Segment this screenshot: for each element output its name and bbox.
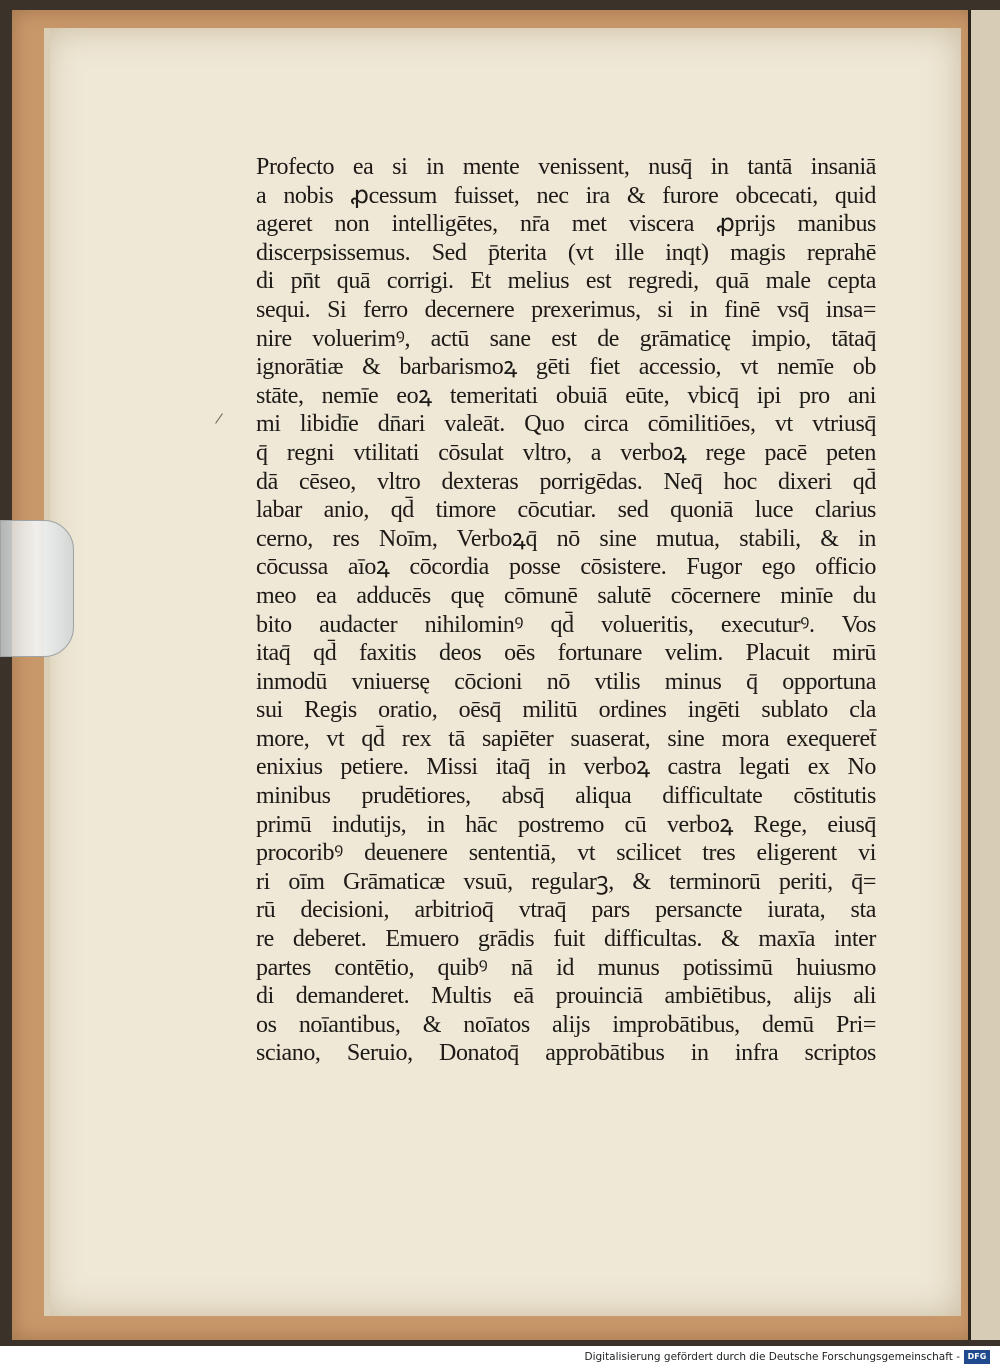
text-line: sciano, Seruio, Donatoq̄ approbātibus in infra scriptos: [256, 1040, 876, 1067]
text-line: more, vt qd̄ rex tā sapiēter suaserat, sine mora exequeret̄: [256, 725, 876, 752]
text-line: di pn̄t quā corrigi. Et melius est regredi, quā male cepta: [256, 268, 876, 295]
text-line: cōcussa aīoꝝ cōcordia posse cōsistere. Fugor ego officio: [256, 554, 876, 581]
text-line: primū indutijs, in hāc postremo cū verboꝝ Rege, eiusq̄: [256, 811, 876, 838]
text-line: sui Regis oratio, oēsq̄ militū ordines ingēti sublato cla: [256, 697, 876, 724]
text-line: bito audacter nihilominꝰ qd̄ volueritis, executurꝰ. Vos: [256, 611, 876, 638]
dfg-logo: DFG: [964, 1350, 990, 1364]
text-line: stāte, nemīe eoꝝ temeritati obuiā eūte, vbicq̄ ipi pro ani: [256, 382, 876, 409]
text-line: mi libidīe dn̄ari valeāt. Quo circa cōmilitiōes, vt vtriusq̄: [256, 411, 876, 438]
text-line: a nobis ꝓcessum fuisset, nec ira & furore obcecati, quid: [256, 182, 876, 209]
text-line: enixius petiere. Missi itaq̄ in verboꝝ castra legati ex No: [256, 754, 876, 781]
text-line: sequi. Si ferro decernere prexerimus, si in finē vsq̄ insa=: [256, 296, 876, 323]
text-line: os noīantibus, & noīatos alijs improbātibus, demū Pri=: [256, 1011, 876, 1038]
text-line: q̄ regni vtilitati cōsulat vltro, a verboꝝ rege pacē peten: [256, 439, 876, 466]
text-line: meo ea adducēs quę cōmunē salutē cōcernere minīe du: [256, 582, 876, 609]
plastic-page-clip: [0, 520, 74, 657]
text-line: re deberet. Emuero grādis fuit difficultas. & maxīa inter: [256, 926, 876, 953]
digitization-footer: [0, 1346, 1000, 1370]
text-line: Profecto ea si in mente venissent, nusq̄ in tantā insaniā: [256, 154, 876, 180]
text-line: itaq̄ qd̄ faxitis deos oēs fortunare velim. Placuit mirū: [256, 640, 876, 667]
text-line: minibus prudētiores, absq̄ aliqua difficultate cōstitutis: [256, 783, 876, 810]
text-line: ri oīm Grāmaticæ vsuū, regularꝫ, & terminorū periti, q̄=: [256, 868, 876, 895]
funding-credit: Digitalisierung gefördert durch die Deutsche Forschungsgemeinschaft -: [584, 1351, 960, 1363]
facing-page-edge: [968, 10, 1000, 1340]
text-line: ignorātiæ & barbarismoꝝ gēti fiet accessio, vt nemīe ob: [256, 354, 876, 381]
printed-text-block: [256, 153, 876, 1133]
text-line: procoribꝰ deuenere sententiā, vt scilicet tres eligerent vi: [256, 840, 876, 867]
text-line: inmodū vniuersę cōcioni nō vtilis minus q̄ opportuna: [256, 668, 876, 695]
text-line: ageret non intelligētes, nr̄a met viscera ꝓprijs manibus: [256, 211, 876, 238]
text-line: rū decisioni, arbitrioq̄ vtraq̄ pars persancte iurata, sta: [256, 897, 876, 924]
page-gutter-shadow: [44, 28, 50, 1316]
text-line: dā cēseo, vltro dexteras porrigēdas. Neq̄ hoc dixeri qd̄: [256, 468, 876, 495]
text-line: nire voluerimꝰ, actū sane est de grāmaticę impio, tātaq̄: [256, 325, 876, 352]
text-line: cerno, res Noīm, Verboꝝq̄ nō sine mutua, stabili, & in: [256, 525, 876, 552]
text-line: di demanderet. Multis eā prouinciā ambiētibus, alijs ali: [256, 983, 876, 1010]
text-line: partes contētio, quibꝰ nā id munus potissimū huiusmo: [256, 954, 876, 981]
text-line: labar anio, qd̄ timore cōcutiar. sed quoniā luce clarius: [256, 497, 876, 524]
text-line: discerpsissemus. Sed p̄terita (vt ille inqt) magis reprahē: [256, 239, 876, 266]
